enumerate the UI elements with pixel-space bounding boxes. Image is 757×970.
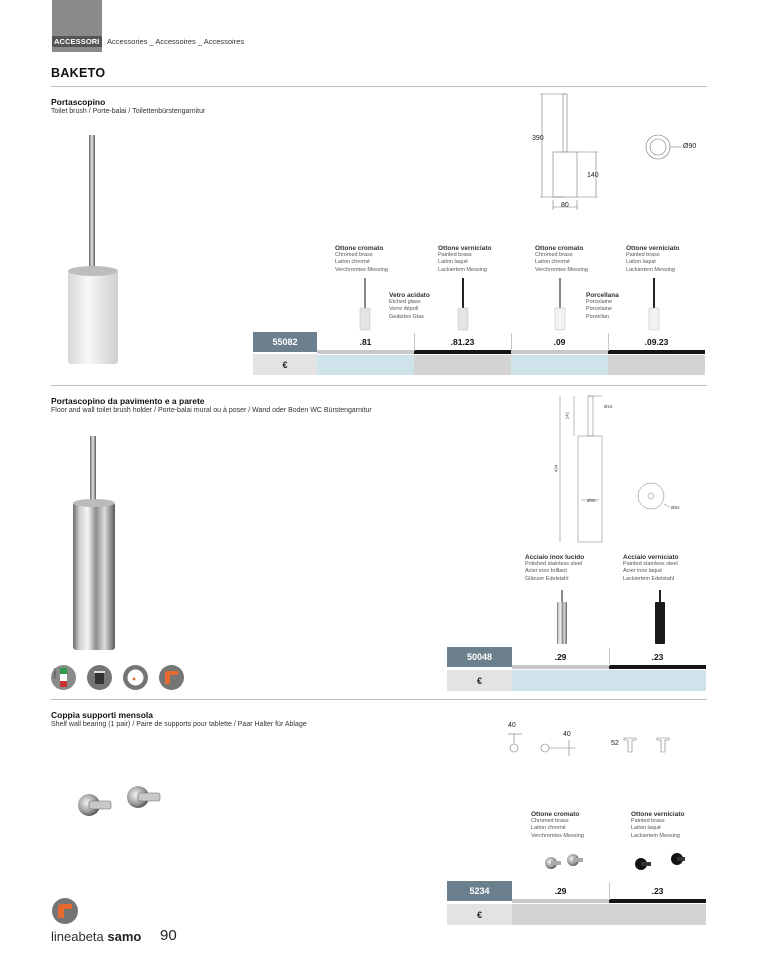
- dim-base-diameter: Ø83: [671, 505, 680, 510]
- variant-thumb-chrome-supports: [543, 852, 587, 872]
- finish-2: Ottone verniciato Painted brass Laiton laqué Lackiertem Messing: [438, 245, 492, 273]
- product-code-5234: 5234: [447, 881, 512, 901]
- variant-thumb-black-supports: [633, 852, 689, 872]
- price-cell: [512, 904, 706, 925]
- dim-width: 80: [561, 202, 569, 209]
- material-porcelain: Porcellana Porcelaine Porcelaine Porzellan: [586, 292, 619, 320]
- price-cell: [317, 355, 414, 375]
- color-bar: [608, 350, 705, 354]
- section3-tech-drawing: [505, 722, 675, 762]
- variant-thumb-black: [652, 590, 668, 646]
- dot-icon: [123, 665, 148, 690]
- color-bar: [317, 350, 414, 354]
- separator: [609, 882, 610, 900]
- breadcrumb: Accessories _ Accessoires _ Accessoires: [107, 37, 245, 46]
- page-number: 90: [160, 927, 177, 944]
- dim-cup-diameter: Ø80: [587, 498, 596, 503]
- finish-4: Ottone verniciato Painted brass Laiton laqué Lackiertem Messing: [626, 245, 680, 273]
- dim-b: 40: [563, 731, 571, 738]
- section2-title: Portascopino da pavimento e a parete: [51, 396, 205, 406]
- color-bar: [609, 899, 706, 903]
- dim-cup-height: 140: [587, 172, 599, 179]
- section2-subtitle: Floor and wall toilet brush holder / Porte-balai mural ou à poser / Wand oder Boden WC Bürstengarnitur: [51, 407, 372, 414]
- separator: [511, 333, 512, 351]
- color-bar: [512, 899, 609, 903]
- separator: [608, 333, 609, 351]
- variant-code-3: .09: [553, 337, 566, 347]
- divider: [51, 385, 707, 386]
- variant-code-steel: .29: [554, 652, 567, 662]
- floor-brush-product-photo: [66, 432, 122, 654]
- category-tag: ACCESSORI: [54, 37, 100, 46]
- bin-icon: [87, 665, 112, 690]
- color-bar: [414, 350, 511, 354]
- price-cell: [511, 355, 608, 375]
- section3-subtitle: Shelf wall bearing (1 pair) / Paire de supports pour tablette / Paar Halter für Ablage: [51, 721, 307, 728]
- italy-label: ITALY: [52, 668, 57, 679]
- dim-diameter: Ø90: [683, 143, 697, 150]
- divider: [51, 699, 707, 700]
- footer-brand: lineabeta samo: [51, 929, 142, 944]
- dim-total-height: 434: [553, 464, 559, 473]
- variant-thumb-2: [456, 278, 472, 332]
- section1-tech-drawing: [528, 88, 708, 213]
- variant-code-2: .81.23: [450, 337, 475, 347]
- variant-code-black: .23: [651, 652, 664, 662]
- finish-chromed-brass: Ottone cromato Chromed brass Laiton chromé Verchromtes Messing: [531, 811, 584, 839]
- separator: [414, 333, 415, 351]
- color-bar: [511, 350, 608, 354]
- color-bar: [609, 665, 706, 669]
- finish-painted-steel: Acciaio verniciato Painted stainless steel Acier inox laqué Lackiertem Edelstahl: [623, 554, 679, 582]
- section1-subtitle: Toilet brush / Porte-balai / Toilettenbürstengarnitur: [51, 108, 206, 115]
- variant-code-1: .81: [359, 337, 372, 347]
- finish-3: Ottone cromato Chromed brass Laiton chromé Verchromtes Messing: [535, 245, 588, 273]
- dim-c: 52: [611, 740, 619, 747]
- variant-code-painted: .23: [651, 886, 664, 896]
- variant-code-chrome: .29: [554, 886, 567, 896]
- dim-rod: Ø16: [604, 404, 613, 409]
- product-code-50048: 50048: [447, 647, 512, 667]
- variant-thumb-1: [358, 278, 374, 332]
- dim-a: 40: [508, 722, 516, 729]
- toilet-brush-product-photo: [60, 130, 130, 370]
- material-glass: Vetro acidato Etched glass Verre dépoli Geätztes Glas: [389, 292, 430, 320]
- dim-top: 141: [564, 411, 570, 420]
- price-cell: [414, 355, 511, 375]
- shelf-support-product-photo: [76, 780, 166, 822]
- separator: [609, 648, 610, 666]
- variant-thumb-3: [553, 278, 569, 332]
- variant-thumb-steel: [554, 590, 570, 646]
- mount-icon: [159, 665, 184, 690]
- price-cell: [512, 670, 706, 691]
- variant-thumb-4: [647, 278, 663, 332]
- finish-painted-brass: Ottone verniciato Painted brass Laiton laqué Lackiertem Messing: [631, 811, 685, 839]
- color-bar: [512, 665, 609, 669]
- currency-cell: €: [447, 904, 512, 925]
- mount-icon: [52, 898, 78, 924]
- section3-title: Coppia supporti mensola: [51, 710, 154, 720]
- price-cell: [608, 355, 705, 375]
- finish-1: Ottone cromato Chromed brass Laiton chromé Verchromtes Messing: [335, 245, 388, 273]
- finish-polished-steel: Acciaio inox lucido Polished stainless steel Acier inox brillant Glänzer Edelstahl: [525, 554, 585, 582]
- dim-height: 390: [532, 135, 544, 142]
- section1-title: Portascopino: [51, 97, 106, 107]
- section2-tech-drawing: [548, 390, 698, 550]
- currency-cell: €: [253, 354, 317, 375]
- divider: [51, 86, 707, 87]
- product-code-55082: 55082: [253, 332, 317, 352]
- variant-code-4: .09.23: [644, 337, 669, 347]
- collection-title: BAKETO: [51, 66, 106, 80]
- currency-cell: €: [447, 670, 512, 691]
